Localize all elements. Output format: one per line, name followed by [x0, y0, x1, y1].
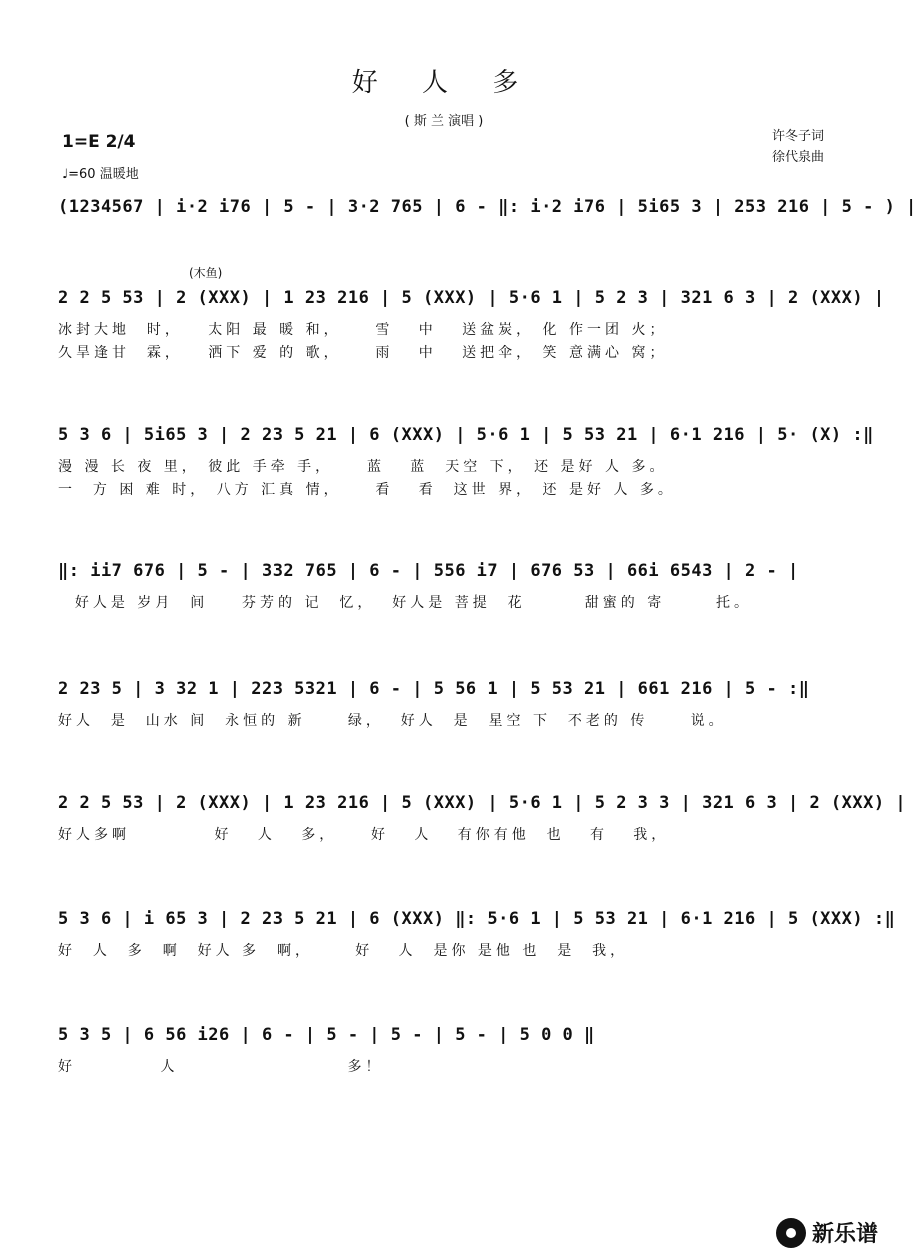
composer: 徐代泉曲: [771, 150, 824, 165]
site-logo-text: 新乐谱: [811, 1222, 878, 1247]
lyric-line: 冰封大地 时， 太阳 最 暖 和， 雪 中 送盆炭， 化 作一团 火；: [58, 322, 668, 338]
site-logo: [776, 1217, 878, 1248]
notation-line: 2 2 5 53 | 2 (XXX) | 1 23 216 | 5 (XXX) | 5·6 1 | 5 2 3 3 | 321 6 3 | 2 (XXX) |: [58, 793, 907, 813]
song-title: 好 人 多: [351, 68, 537, 98]
notation-line: ‖: ii7 676 | 5 - | 332 765 | 6 - | 556 i7 | 676 53 | 66i 6543 | 2 - |: [58, 561, 799, 581]
woodblock-annotation: (木鱼): [189, 266, 223, 280]
notation-line: 5 3 5 | 6 56 i26 | 6 - | 5 - | 5 - | 5 - | 5 0 0 ‖: [58, 1025, 595, 1045]
notation-line: (1234567 | i·2 i76 | 5 - | 3·2 765 | 6 - ‖: i·2 i76 | 5i65 3 | 253 216 | 5 - ) |: [58, 197, 917, 217]
lyric-line: 好 人 多！: [58, 1059, 384, 1075]
lyric-line: 好 人 多 啊 好人 多 啊， 好 人 是你 是他 也 是 我，: [58, 943, 629, 959]
lyric-line: 久旱逢甘 霖， 洒下 爱 的 歌， 雨 中 送把伞， 笑 意满心 窝；: [58, 345, 668, 361]
lyric-line: 漫 漫 长 夜 里， 彼此 手牵 手， 蓝 蓝 天空 下， 还 是好 人 多。: [58, 459, 668, 475]
lyric-line: 好人是 岁月 间 芬芳的 记 忆， 好人是 菩提 花 甜蜜的 寄 托。: [58, 595, 752, 611]
singer-credit: ( 斯 兰 演唱 ): [404, 114, 484, 129]
lyricist: 许冬子词: [771, 129, 824, 144]
lyric-line: 一 方 困 难 时， 八方 汇真 情， 看 看 这世 界， 还 是好 人 多。: [58, 482, 676, 498]
notation-line: 5 3 6 | 5i65 3 | 2 23 5 21 | 6 (XXX) | 5·6 1 | 5 53 21 | 6·1 216 | 5· (X) :‖: [58, 425, 874, 445]
lyric-line: 好人 是 山水 间 永恒的 新 绿， 好人 是 星空 下 不老的 传 说。: [58, 713, 727, 729]
vinyl-record-icon: [776, 1218, 806, 1248]
key-signature: 1=E 2/4: [62, 132, 136, 152]
credits: [772, 126, 824, 168]
lyric-line: 好人多啊 好 人 多， 好 人 有你有他 也 有 我，: [58, 827, 670, 843]
tempo-marking: ♩=60 温暖地: [62, 167, 139, 182]
notation-line: 2 23 5 | 3 32 1 | 223 5321 | 6 - | 5 56 1 | 5 53 21 | 661 216 | 5 - :‖: [58, 679, 810, 699]
notation-line: 5 3 6 | i 65 3 | 2 23 5 21 | 6 (XXX) ‖: 5·6 1 | 5 53 21 | 6·1 216 | 5 (XXX) :‖: [58, 909, 896, 929]
notation-line: 2 2 5 53 | 2 (XXX) | 1 23 216 | 5 (XXX) | 5·6 1 | 5 2 3 | 321 6 3 | 2 (XXX) |: [58, 288, 885, 308]
